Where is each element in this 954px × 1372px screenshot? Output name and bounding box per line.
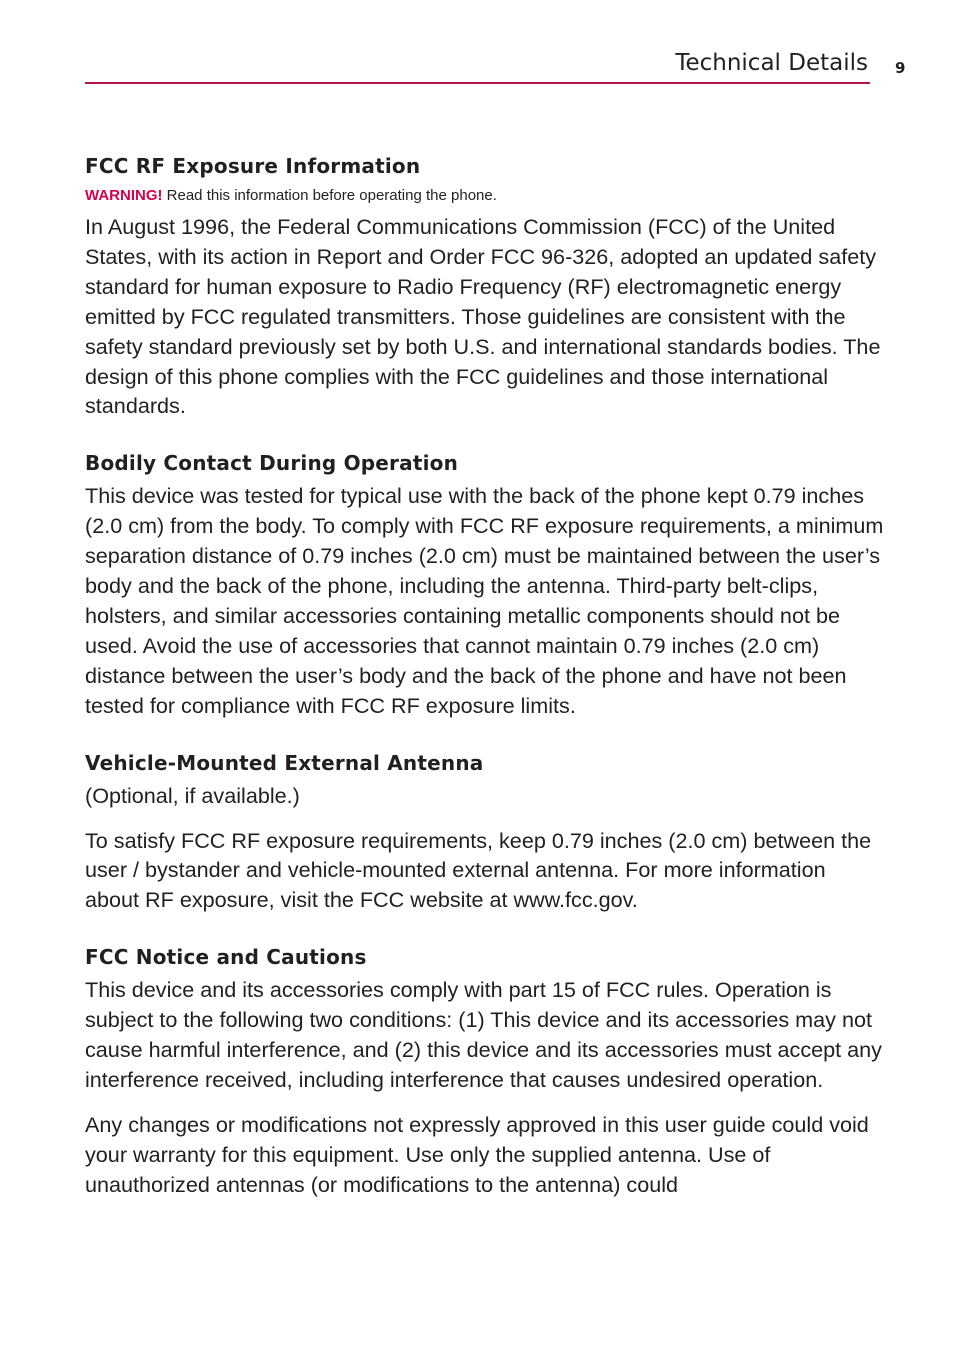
paragraph: To satisfy FCC RF exposure requirements, keep 0.79 inches (2.0 cm) between the user / bystander and vehicle-mounted external antenna. For more information about RF exposure, visit the FCC website at www.fcc.gov. [85,827,872,913]
paragraph: Any changes or modifications not expressly approved in this user guide could void your warranty for this equipment. Use only the supplied antenna. Use of unauthorized antennas (or modifications to the antenna) could [85,1111,869,1197]
page-content [85,150,885,1200]
section-fcc-notice [85,941,885,1199]
paragraph: In August 1996, the Federal Communications Commission (FCC) of the United States, with its action in Report and Order FCC 96-326, adopted an updated safety standard for human exposure to Radio Frequency (RF) electromagnetic energy emitted by FCC regulated transmitters. Those guidelines are consistent with the safety standard previously set by both U.S. and international standards bodies. The design of this phone complies with the FCC guidelines and those international standards. [85,214,881,419]
page-header [85,46,870,84]
header-title: Technical Details [675,50,868,76]
section-heading: Vehicle-Mounted External Antenna [85,750,484,775]
warning-text: Read this information before operating the phone. [162,187,497,204]
section-bodily-contact [85,447,885,720]
section-vehicle-antenna [85,747,885,916]
paragraph: This device was tested for typical use with the back of the phone kept 0.79 inches (2.0 cm) from the body. To comply with FCC RF exposure requirements, a minimum separation distance of 0.79 inches (2.0 cm) must be maintained between the user’s body and the back of the phone, including the antenna. Third-party belt-clips, holsters, and similar accessories containing metallic components should not be used. Avoid the use of accessories that cannot maintain 0.79 inches (2.0 cm) distance between the user’s body and the back of the phone and have not been tested for compliance with FCC RF exposure limits. [85,483,884,718]
warning-label: WARNING! [85,187,163,204]
paragraph: (Optional, if available.) [85,782,300,808]
section-fcc-rf-exposure [85,150,885,421]
warning-notice [85,186,885,206]
section-heading: Bodily Contact During Operation [85,451,459,476]
paragraph: This device and its accessories comply with part 15 of FCC rules. Operation is subject to the following two conditions: (1) This device and its accessories may not cause harmful interference, and (2) this device and its accessories must accept any interference received, including interference that causes undesired operation. [85,977,882,1092]
page-number: 9 [895,59,906,77]
section-heading: FCC Notice and Cautions [85,945,367,970]
section-heading: FCC RF Exposure Information [85,154,421,178]
